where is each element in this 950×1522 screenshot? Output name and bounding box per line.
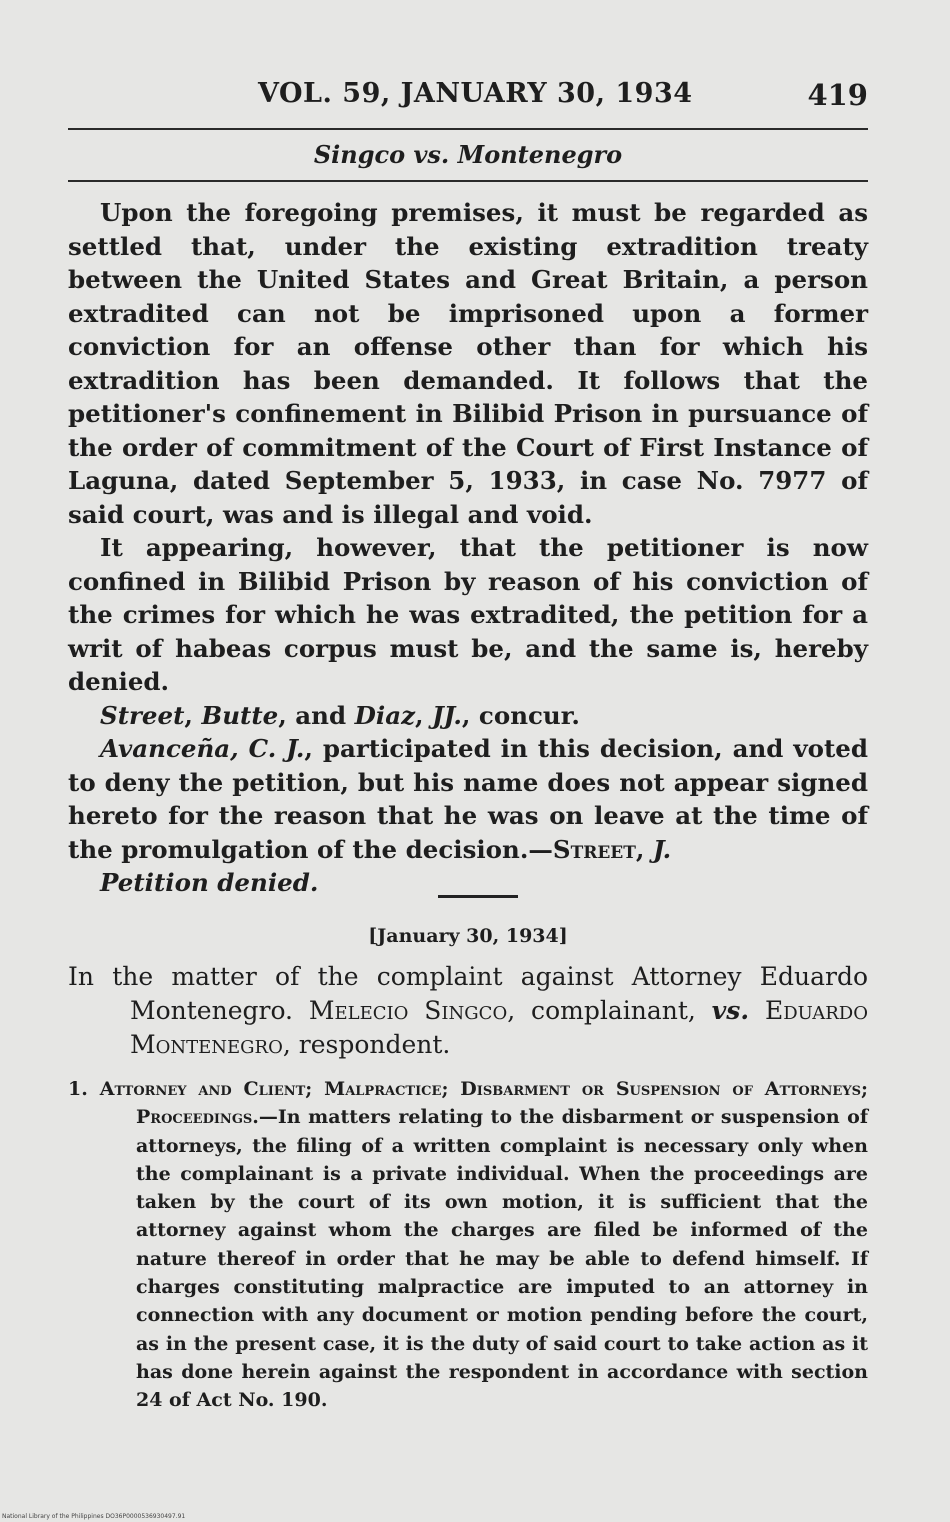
signer-title: J. — [652, 834, 672, 864]
header-rule-bottom — [68, 180, 868, 182]
separator: , and — [278, 700, 355, 730]
justice-butte: Butte — [201, 700, 279, 730]
justice-street: Street — [100, 700, 185, 730]
petition-denied: Petition denied. — [100, 868, 319, 897]
section-divider — [438, 895, 518, 898]
complainant-role: , complainant, — [507, 996, 712, 1025]
complainant-name: Melecio Singco — [308, 996, 508, 1025]
respondent-role: , respondent. — [282, 1030, 451, 1059]
scan-footer: National Library of the Philippines DO36P0000536930497.91 — [2, 1513, 186, 1520]
paragraph-premises: Upon the foregoing premises, it must be regarded as settled that, under the existing extradition treaty between the United States and Great Britain, a person extradited can not be imprisoned upon a former conviction for an offense other than for which his extradition has been demanded. It follows that the petitioner's confinement in Bilibid Prison in pursuance of the order of commitment of the Court of First Instance of Laguna, dated September 5, 1933, in case No. 7977 of said court, was and is illegal and void. — [68, 198, 868, 529]
justice-diaz: Diaz — [354, 700, 415, 730]
separator: , — [184, 700, 202, 730]
volume-line: VOL. 59, JANUARY 30, 1934 — [258, 78, 693, 109]
justices-abbrev: JJ. — [432, 700, 462, 730]
page-header — [68, 78, 868, 122]
signer-name: Street — [552, 834, 636, 864]
separator: , — [635, 834, 653, 864]
avancena-text: , participated in this decision, and voted to deny the petition, but his name does not appear signed hereto for the reason that he was on leave at the time of the promulgation of the decision.— — [68, 734, 868, 864]
concur-text: , concur. — [461, 700, 580, 730]
case-caption — [68, 960, 868, 1062]
case-date: [January 30, 1934] — [368, 925, 568, 947]
syllabus-number: 1. — [68, 1078, 100, 1100]
paragraph-disposition: It appearing, however, that the petitioner is now confined in Bilibid Prison by reason of his conviction of the crimes for which he was extradited, the petition for a writ of habeas corpus must be, and the same is, hereby denied. — [68, 533, 868, 696]
syllabus-headings: Attorney and Client; Malpractice; Disbarment or Suspension of Attorneys; Proceedings. — [99, 1078, 869, 1129]
chief-justice-name: Avanceña, C. J. — [100, 734, 305, 763]
separator: , — [415, 700, 433, 730]
running-title: Singco vs. Montenegro — [313, 140, 623, 169]
header-rule-top — [68, 128, 868, 130]
respondent-name: Eduardo Montenegro — [130, 996, 868, 1059]
syllabus-text: —In matters relating to the disbarment or suspension of attorneys, the filing of a written complaint is necessary only when the complainant is a private individual. When the proceedings are taken by the court of its own motion, it is sufficient that the attorney against whom the charges are filed be informed of the nature thereof in order that he may be able to defend himself. If charges constituting malpractice are imputed to an attorney in connection with any document or motion pending before the court, as in the present case, it is the duty of said court to take action as it has done herein against the respondent in accordance with section 24 of Act No. 190. — [136, 1106, 868, 1412]
caption-lead: In the matter of the complaint against Attorney Eduardo Montenegro. — [68, 962, 868, 1025]
avancena-note — [68, 732, 868, 866]
decision-body — [68, 196, 868, 900]
concurrence-line — [68, 699, 868, 733]
versus: vs. — [711, 996, 750, 1025]
syllabus-item-1 — [68, 1075, 868, 1415]
page-number: 419 — [807, 78, 868, 112]
